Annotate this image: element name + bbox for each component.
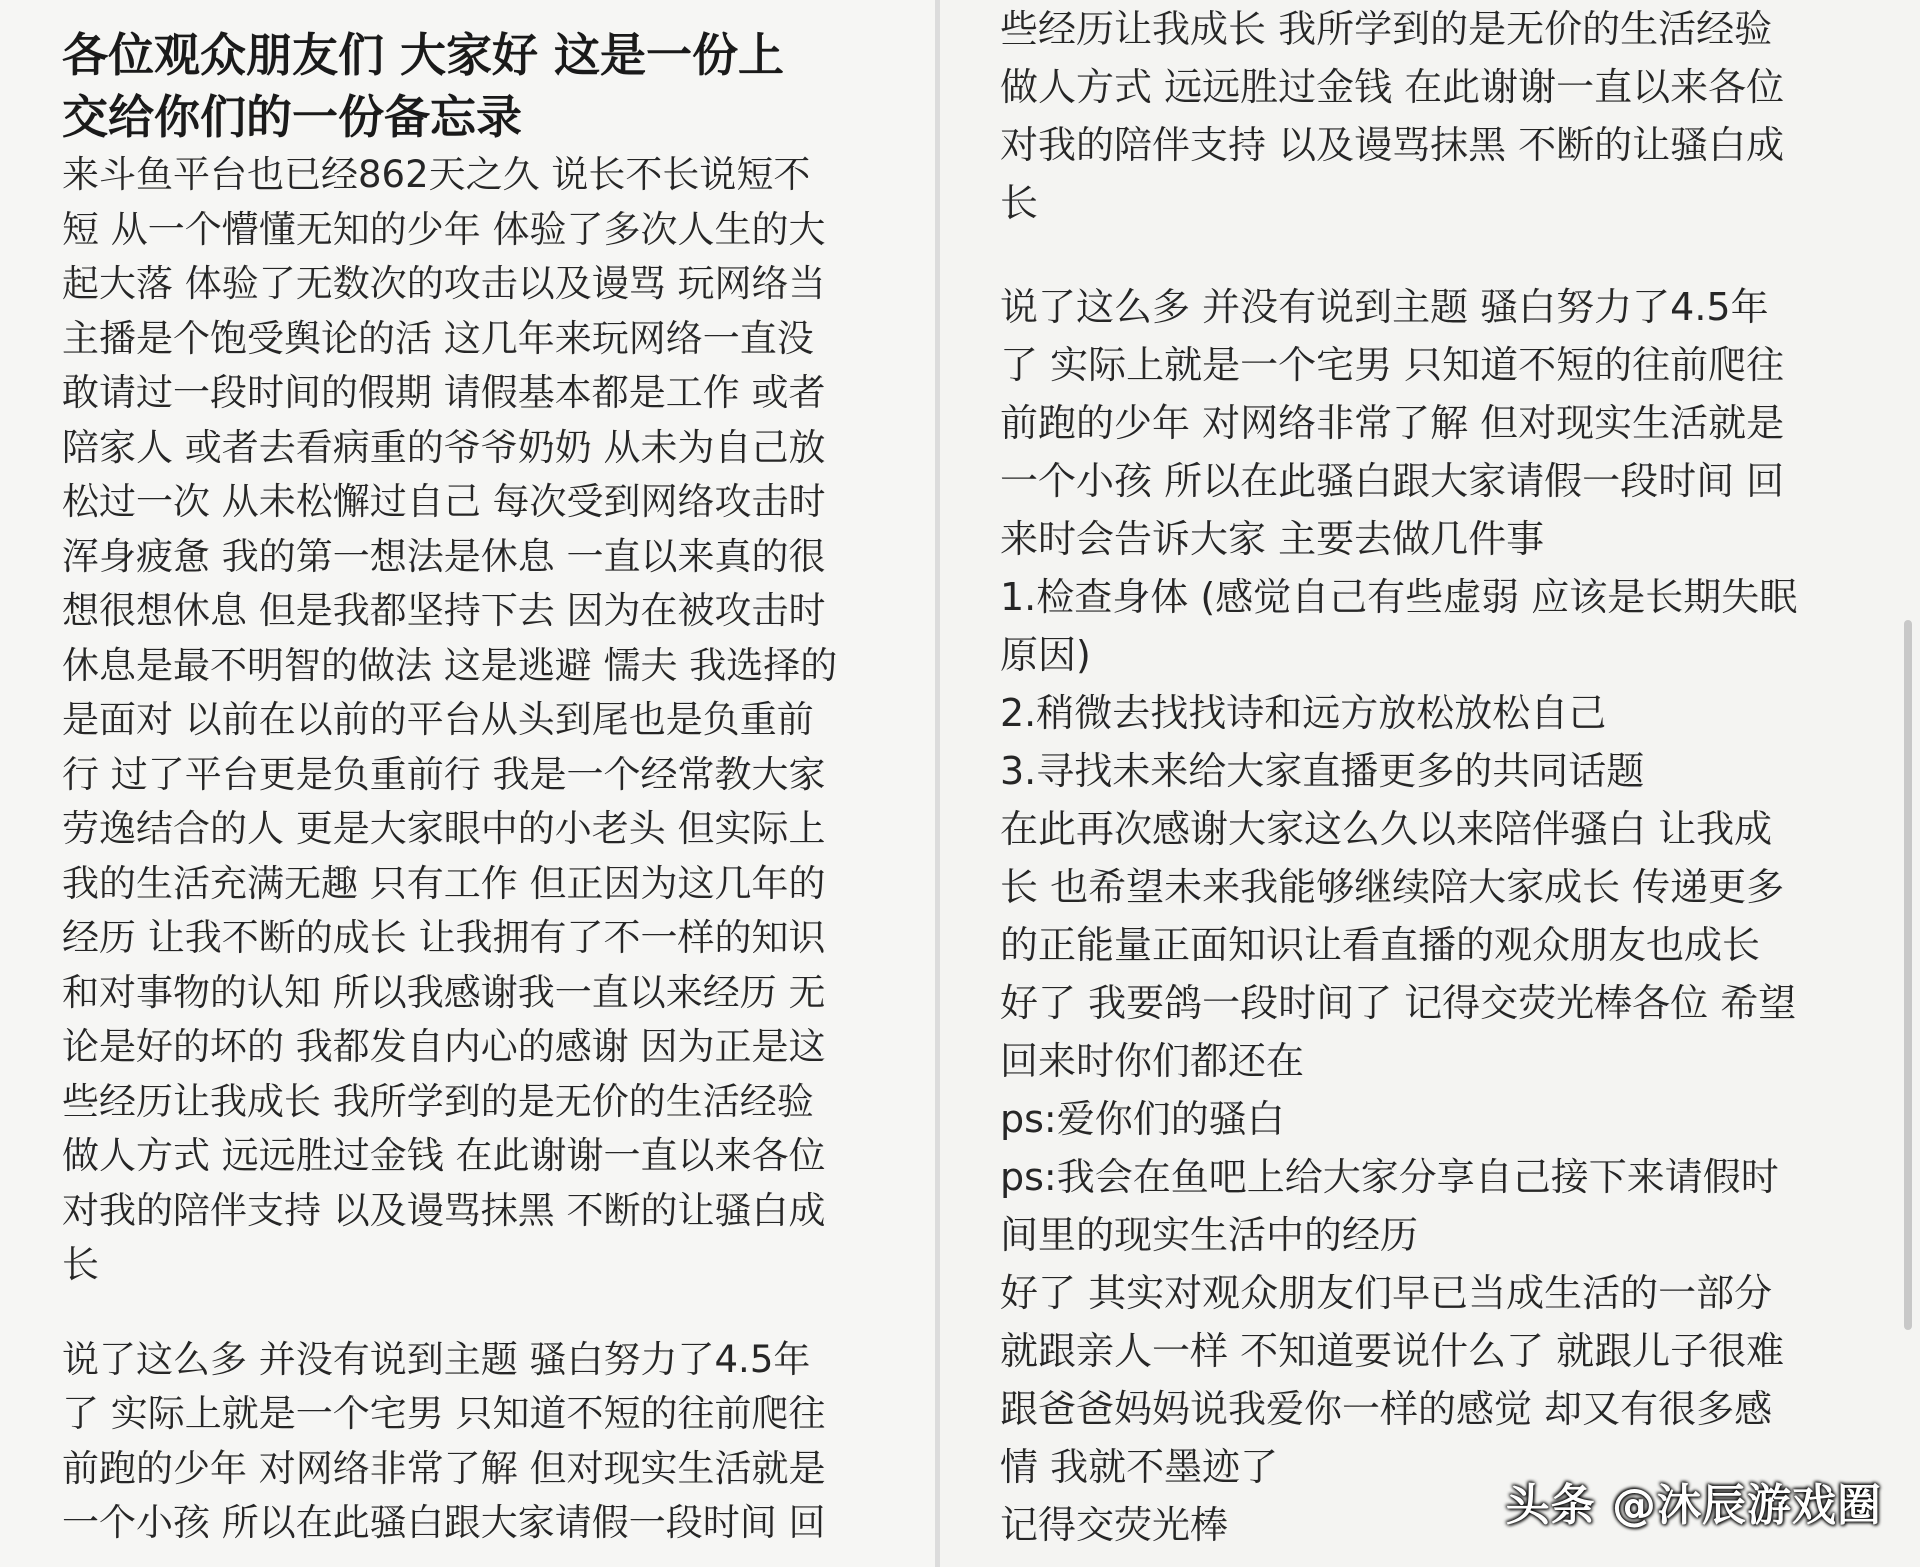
memo-line: 浑身疲惫 我的第一想法是休息 一直以来真的很 xyxy=(62,534,826,578)
memo-title xyxy=(62,24,882,148)
memo-title-line: 交给你们的一份备忘录 xyxy=(62,90,522,144)
memo-line: 好了 其实对观众朋友们早已当成生活的一部分 xyxy=(1000,1271,1773,1315)
memo-line: 和对事物的认知 所以我感谢我一直以来经历 无 xyxy=(62,970,826,1014)
memo-line: 对我的陪伴支持 以及谩骂抹黑 不断的让骚白成 xyxy=(62,1188,826,1232)
memo-line: 间里的现实生活中的经历 xyxy=(1000,1213,1419,1257)
memo-line: 3.寻找未来给大家直播更多的共同话题 xyxy=(1000,749,1645,793)
memo-line: 些经历让我成长 我所学到的是无价的生活经验 xyxy=(1000,7,1773,51)
memo-line: 好了 我要鸽一段时间了 记得交荧光棒各位 希望 xyxy=(1000,981,1797,1025)
memo-line: 是面对 以前在以前的平台从头到尾也是负重前 xyxy=(62,698,814,741)
right-memo-panel xyxy=(940,0,1920,1567)
memo-line: 主播是个饱受舆论的活 这几年来玩网络一直没 xyxy=(62,316,814,360)
memo-line: 记得交荧光棒 xyxy=(1000,1503,1229,1547)
memo-line: 做人方式 远远胜过金钱 在此谢谢一直以来各位 xyxy=(1000,65,1785,109)
memo-line: 来时会告诉大家 主要去做几件事 xyxy=(1000,517,1545,561)
memo-line: 敢请过一段时间的假期 请假基本都是工作 或者 xyxy=(62,371,826,414)
left-memo-panel xyxy=(0,0,935,1567)
memo-line: 说了这么多 并没有说到主题 骚白努力了4.5年 xyxy=(62,1337,811,1381)
memo-line: 劳逸结合的人 更是大家眼中的小老头 但实际上 xyxy=(62,807,826,850)
memo-line: 一个小孩 所以在此骚白跟大家请假一段时间 回 xyxy=(62,1501,826,1544)
memo-line: ps:爱你们的骚白 xyxy=(1000,1097,1285,1141)
memo-line: 长 xyxy=(1000,181,1039,225)
memo-title-line: 各位观众朋友们 大家好 这是一份上 xyxy=(62,28,785,82)
memo-line: 说了这么多 并没有说到主题 骚白努力了4.5年 xyxy=(1000,285,1769,329)
memo-line: 论是好的坏的 我都发自内心的感谢 因为正是这 xyxy=(62,1025,826,1068)
memo-line: 短 从一个懵懂无知的少年 体验了多次人生的大 xyxy=(62,207,826,251)
memo-line: 长 xyxy=(62,1243,99,1286)
memo-line: 了 实际上就是一个宅男 只知道不短的往前爬往 xyxy=(1000,343,1785,387)
memo-line xyxy=(1000,232,1850,278)
left-memo-column xyxy=(62,24,882,1551)
memo-line: 来斗鱼平台也已经862天之久 说长不长说短不 xyxy=(62,153,811,196)
left-memo-body xyxy=(62,148,882,1551)
memo-line: 1.检查身体 (感觉自己有些虚弱 应该是长期失眠 xyxy=(1000,575,1798,619)
memo-line: 想很想休息 但是我都坚持下去 因为在被攻击时 xyxy=(62,589,826,632)
memo-line: 跟爸爸妈妈说我爱你一样的感觉 却又有很多感 xyxy=(1000,1387,1773,1431)
memo-line: 一个小孩 所以在此骚白跟大家请假一段时间 回 xyxy=(1000,459,1785,503)
memo-line: 我的生活充满无趣 只有工作 但正因为这几年的 xyxy=(62,861,826,905)
memo-line: 松过一次 从未松懈过自己 每次受到网络攻击时 xyxy=(62,480,826,523)
memo-line: 经历 让我不断的成长 让我拥有了不一样的知识 xyxy=(62,916,826,959)
memo-line: 在此再次感谢大家这么久以来陪伴骚白 让我成 xyxy=(1000,807,1773,851)
memo-line: 些经历让我成长 我所学到的是无价的生活经验 xyxy=(62,1079,814,1123)
memo-line: 做人方式 远远胜过金钱 在此谢谢一直以来各位 xyxy=(62,1134,826,1177)
memo-line: ps:我会在鱼吧上给大家分享自己接下来请假时 xyxy=(1000,1155,1779,1199)
memo-line: 就跟亲人一样 不知道要说什么了 就跟儿子很难 xyxy=(1000,1329,1785,1373)
memo-line: 回来时你们都还在 xyxy=(1000,1039,1305,1083)
memo-line: 长 也希望未来我能够继续陪大家成长 传递更多 xyxy=(1000,865,1785,909)
memo-line: 前跑的少年 对网络非常了解 但对现实生活就是 xyxy=(1000,401,1785,445)
memo-line: 情 我就不墨迹了 xyxy=(1000,1445,1279,1489)
memo-line: 休息是最不明智的做法 这是逃避 懦夫 我选择的 xyxy=(62,643,838,687)
memo-line: 原因) xyxy=(1000,633,1091,677)
memo-line: 对我的陪伴支持 以及谩骂抹黑 不断的让骚白成 xyxy=(1000,123,1785,167)
memo-line: 起大落 体验了无数次的攻击以及谩骂 玩网络当 xyxy=(62,262,826,305)
memo-line: 的正能量正面知识让看直播的观众朋友也成长 xyxy=(1000,923,1761,967)
right-memo-column xyxy=(1000,0,1850,1554)
memo-line: 行 过了平台更是负重前行 我是一个经常教大家 xyxy=(62,752,826,796)
memo-line: 2.稍微去找找诗和远方放松放松自己 xyxy=(1000,691,1607,735)
memo-line: 前跑的少年 对网络非常了解 但对现实生活就是 xyxy=(62,1446,826,1490)
memo-line xyxy=(62,1293,882,1333)
scrollbar[interactable] xyxy=(1904,620,1912,1330)
memo-line: 了 实际上就是一个宅男 只知道不短的往前爬往 xyxy=(62,1392,826,1435)
watermark: 头条 @沐辰游戏圈 xyxy=(1505,1480,1882,1531)
memo-line: 陪家人 或者去看病重的爷爷奶奶 从未为自己放 xyxy=(62,425,826,469)
right-memo-body xyxy=(1000,0,1850,1554)
